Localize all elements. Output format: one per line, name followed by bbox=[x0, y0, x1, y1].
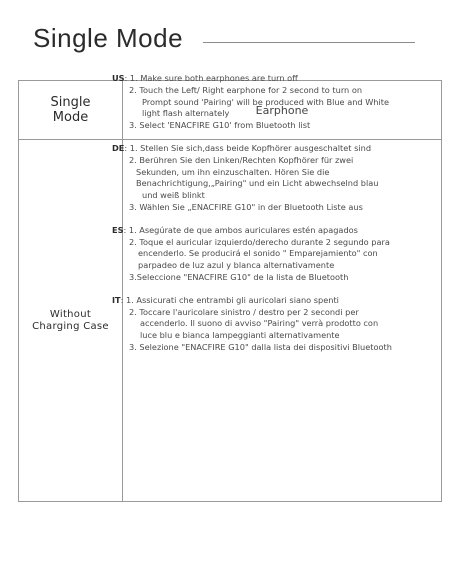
header-mode-line-2: Mode bbox=[52, 110, 89, 125]
title-divider bbox=[203, 42, 415, 43]
de-step-2-cont-1: Sekunden, um ihn einzuschalten. Hören Sie die bbox=[136, 166, 330, 177]
de-step-2: 2. Berühren Sie den Linken/Rechten Kopfhörer für zwei bbox=[129, 154, 354, 165]
it-step-2: 2. Toccare l'auricolare sinistro / destro per 2 secondi per bbox=[129, 306, 359, 317]
it-step-2-cont-2: luce blu e bianca lampeggianti alternativamente bbox=[140, 330, 340, 341]
es-step-2-cont-1: encenderlo. Se producirá el sonido " Emparejamiento" con bbox=[138, 248, 378, 259]
instructions-cell bbox=[112, 73, 420, 365]
es-step-1: : 1. Asegúrate de que ambos auriculares estén apagados bbox=[123, 224, 358, 235]
it-step-2-cont-1: accenderlo. Il suono di avviso "Pairing" verrà prodotto con bbox=[140, 318, 379, 329]
es-step-2-cont-2: parpadeo de luz azul y blanca alternativamente bbox=[138, 260, 335, 271]
page-title-word-1: Single bbox=[33, 23, 109, 53]
de-step-2-cont-3: und weiß blinkt bbox=[142, 190, 205, 201]
instructions-es bbox=[112, 225, 420, 284]
us-step-3: 3. Select 'ENACFIRE G10' from Bluetooth list bbox=[129, 120, 311, 131]
it-line-1 bbox=[112, 295, 420, 307]
de-step-2-cont-2: Benachrichtigung,„Pairing" und ein Licht abwechselnd blau bbox=[136, 178, 379, 189]
us-step-2: 2. Touch the Left/ Right earphone for 2 second to turn on bbox=[129, 84, 363, 95]
de-line-1 bbox=[112, 143, 420, 155]
row-label-line-1: Without bbox=[49, 308, 92, 320]
us-line-1 bbox=[112, 73, 420, 85]
es-step-2: 2. Toque el auricular izquierdo/derecho durante 2 segundo para bbox=[129, 236, 390, 247]
instructions-us bbox=[112, 73, 420, 132]
us-code: US bbox=[112, 73, 125, 83]
header-mode-line-1: Single bbox=[50, 95, 91, 110]
us-step-2-cont-1: Prompt sound 'Pairing' will be produced with Blue and White bbox=[142, 96, 390, 107]
de-step-1: : 1. Stellen Sie sich,dass beide Kopfhörer ausgeschaltet sind bbox=[124, 142, 372, 153]
table-header-mode bbox=[19, 81, 122, 139]
instructions-de bbox=[112, 143, 420, 214]
de-step-3: 3. Wählen Sie „ENACFIRE G10" in der Bluetooth Liste aus bbox=[129, 201, 363, 212]
instructions-it bbox=[112, 295, 420, 354]
es-step-3: 3.Seleccione "ENACFIRE G10" de la lista de Bluetooth bbox=[129, 271, 349, 282]
de-code: DE bbox=[112, 142, 125, 153]
us-step-1: : 1. Make sure both earphones are turn off bbox=[124, 73, 298, 83]
it-step-1: : 1. Assicurati che entrambi gli auricolari siano spenti bbox=[120, 294, 339, 305]
page-title-word-2: Mode bbox=[116, 23, 184, 53]
it-step-3: 3. Selezione "ENACFIRE G10" dalla lista dei dispositivi Bluetooth bbox=[129, 341, 392, 352]
row-label-line-2: Charging Case bbox=[32, 320, 109, 332]
row-label-cell bbox=[19, 140, 125, 501]
page-title bbox=[33, 23, 183, 54]
es-line-1 bbox=[112, 225, 420, 237]
header-device-label: Earphone bbox=[255, 103, 309, 117]
us-step-2-cont-2: light flash alternately bbox=[142, 108, 230, 119]
es-code: ES bbox=[112, 224, 124, 235]
it-code: IT bbox=[112, 294, 121, 305]
